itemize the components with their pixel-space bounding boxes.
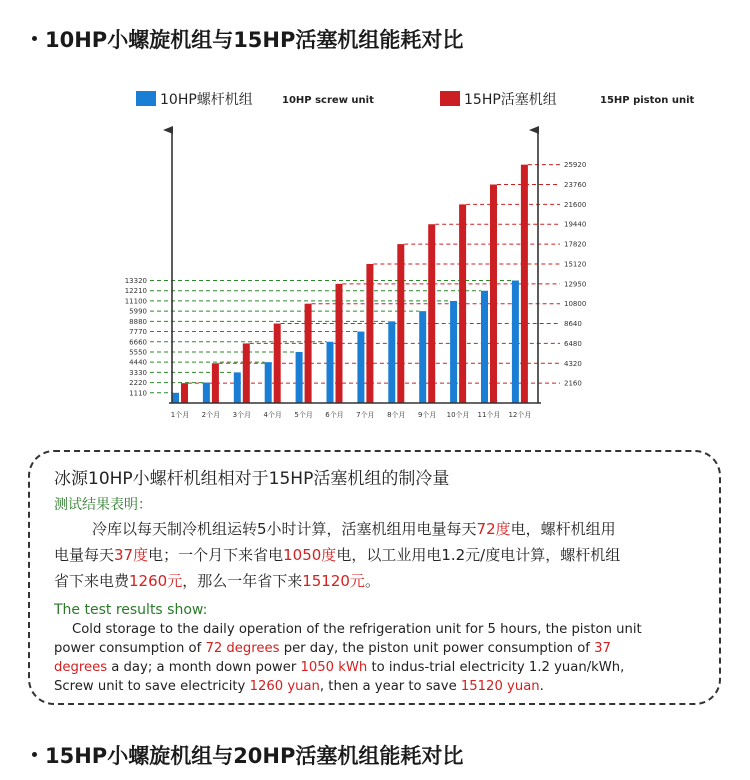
legend-swatch-screw — [136, 91, 156, 106]
highlight-value: 1050 kWh — [300, 660, 368, 675]
highlight-value: 1050度 — [283, 546, 337, 564]
bar-piston-4 — [274, 324, 281, 403]
text-segment: ，那么一年省下来 — [182, 572, 303, 590]
text-segment: to indus-trial electricity 1.2 yuan/kWh, — [367, 660, 625, 675]
text-segment: power consumption of — [54, 641, 206, 656]
left-tick-label: 2220 — [129, 379, 147, 388]
right-tick-label: 10800 — [564, 300, 587, 309]
highlight-value: 1260元 — [129, 572, 183, 590]
right-tick-label: 25920 — [564, 161, 587, 170]
left-tick-label: 11100 — [124, 297, 147, 306]
x-tick-label: 1个月 — [170, 411, 190, 419]
text-segment: Cold storage to the daily operation of the refrigeration unit for 5 hours, the piston unit — [72, 622, 642, 637]
text-segment: 冷库以每天制冷机组运转5小时计算，活塞机组用电量每天 — [92, 520, 477, 538]
bullet-dot — [32, 36, 37, 41]
bar-piston-7 — [366, 264, 373, 403]
en-line-2 — [54, 641, 611, 656]
bar-screw-10 — [450, 301, 457, 403]
right-tick-label: 17820 — [564, 240, 587, 249]
energy-comparison-chart — [0, 70, 750, 425]
en-line-4 — [54, 679, 544, 694]
bar-piston-2 — [212, 363, 219, 403]
bar-piston-12 — [521, 165, 528, 403]
cn-subtitle: 测试结果表明： — [54, 497, 152, 513]
right-tick-label: 15120 — [564, 260, 587, 269]
cn-line-3 — [54, 570, 380, 591]
text-segment: 电量每天 — [54, 546, 115, 564]
en-line-1 — [72, 622, 642, 637]
section-heading-1-text: 10HP小螺旋机组与15HP活塞机组能耗对比 — [45, 28, 464, 52]
bar-piston-10 — [459, 204, 466, 403]
x-tick-label: 2个月 — [201, 411, 221, 419]
bar-piston-8 — [397, 244, 404, 403]
x-tick-labels — [171, 410, 532, 419]
legend-label-piston-en: 15HP piston unit — [600, 95, 695, 106]
test-results-box — [28, 450, 721, 705]
bullet-dot — [32, 752, 37, 757]
x-tick-label: 8个月 — [387, 411, 406, 419]
right-tick-labels — [564, 161, 586, 387]
bar-screw-9 — [419, 311, 426, 403]
x-tick-label: 7个月 — [356, 411, 375, 419]
legend-label-screw-cn: 10HP螺杆机组 — [160, 92, 253, 108]
bar-piston-6 — [336, 284, 343, 403]
right-tick-label: 19440 — [564, 220, 587, 229]
guide-lines — [150, 165, 560, 393]
highlight-value: 72度 — [476, 520, 511, 538]
x-tick-label: 5个月 — [294, 411, 313, 419]
bar-piston-11 — [490, 185, 497, 403]
highlight-value: degrees — [54, 660, 108, 675]
bar-screw-4 — [265, 362, 272, 403]
x-tick-label: 12个月 — [508, 411, 532, 419]
bar-screw-2 — [203, 383, 210, 403]
cn-title: 冰源10HP小螺杆机组相对于15HP活塞机组的制冷量 — [54, 469, 450, 489]
x-tick-label: 11个月 — [477, 411, 501, 419]
highlight-value: 72 degrees — [205, 641, 280, 656]
highlight-value: 37 — [594, 641, 611, 656]
left-tick-label: 12210 — [124, 287, 147, 296]
x-tick-label: 9个月 — [417, 411, 437, 419]
right-tick-label: 21600 — [564, 200, 587, 209]
right-tick-label: 23760 — [564, 181, 587, 190]
bar-screw-12 — [512, 281, 519, 403]
x-tick-label: 3个月 — [232, 411, 252, 419]
bar-screw-8 — [388, 321, 395, 403]
text-segment: 电，螺杆机组用 — [510, 520, 616, 538]
right-tick-label: 6480 — [564, 339, 582, 348]
left-tick-label: 6660 — [129, 338, 147, 347]
en-subtitle: The test results show: — [54, 602, 208, 618]
text-segment: 电；一个月下来省电 — [148, 546, 284, 564]
bar-piston-1 — [181, 383, 188, 403]
left-tick-label: 3330 — [129, 368, 147, 377]
legend-swatch-piston — [440, 91, 460, 106]
legend-label-piston-cn: 15HP活塞机组 — [464, 92, 557, 108]
left-tick-label: 13320 — [124, 277, 147, 286]
right-tick-label: 12950 — [564, 280, 587, 289]
left-tick-label: 7770 — [129, 328, 147, 337]
bar-screw-3 — [234, 372, 241, 403]
bar-screw-1 — [172, 393, 179, 403]
right-tick-label: 8640 — [564, 320, 582, 329]
x-tick-label: 6个月 — [325, 411, 344, 419]
text-segment: , then a year to save — [319, 679, 461, 694]
right-tick-label: 2160 — [564, 379, 582, 388]
bar-screw-5 — [296, 352, 303, 403]
left-tick-label: 5550 — [129, 348, 147, 357]
bar-screw-7 — [357, 332, 364, 403]
text-segment: 省下来电费 — [54, 572, 130, 590]
right-tick-label: 4320 — [564, 359, 582, 368]
left-tick-label: 8880 — [129, 317, 147, 326]
text-segment: 电，以工业用电1.2元/度电计算，螺杆机组 — [336, 546, 621, 564]
left-tick-label: 1110 — [129, 389, 147, 398]
text-segment: Screw unit to save electricity — [54, 679, 250, 694]
bar-piston-3 — [243, 343, 250, 403]
x-tick-label: 4个月 — [263, 411, 282, 419]
highlight-value: 15120元 — [302, 572, 365, 590]
left-tick-label: 4440 — [129, 358, 147, 367]
en-line-3 — [54, 660, 624, 675]
legend — [136, 91, 695, 108]
section-heading-1 — [32, 24, 463, 54]
x-tick-label: 10个月 — [446, 411, 470, 419]
left-tick-labels — [125, 277, 147, 397]
text-segment: . — [539, 679, 544, 694]
left-tick-label: 5990 — [129, 307, 147, 316]
bar-piston-9 — [428, 224, 435, 403]
highlight-value: 15120 yuan — [460, 679, 540, 694]
highlight-value: 1260 yuan — [249, 679, 320, 694]
cn-line-1 — [92, 518, 616, 539]
text-segment: per day, the piston unit power consumption of — [279, 641, 595, 656]
highlight-value: 37度 — [114, 546, 149, 564]
bar-piston-5 — [305, 304, 312, 403]
text-segment: a day; a month down power — [107, 660, 301, 675]
bar-screw-6 — [327, 342, 334, 403]
section-heading-2-text: 15HP小螺旋机组与20HP活塞机组能耗对比 — [45, 744, 464, 768]
legend-label-screw-en: 10HP screw unit — [282, 95, 374, 106]
section-heading-2 — [32, 740, 463, 770]
text-segment: 。 — [364, 572, 380, 590]
cn-line-2 — [54, 544, 620, 565]
bar-screw-11 — [481, 291, 488, 403]
